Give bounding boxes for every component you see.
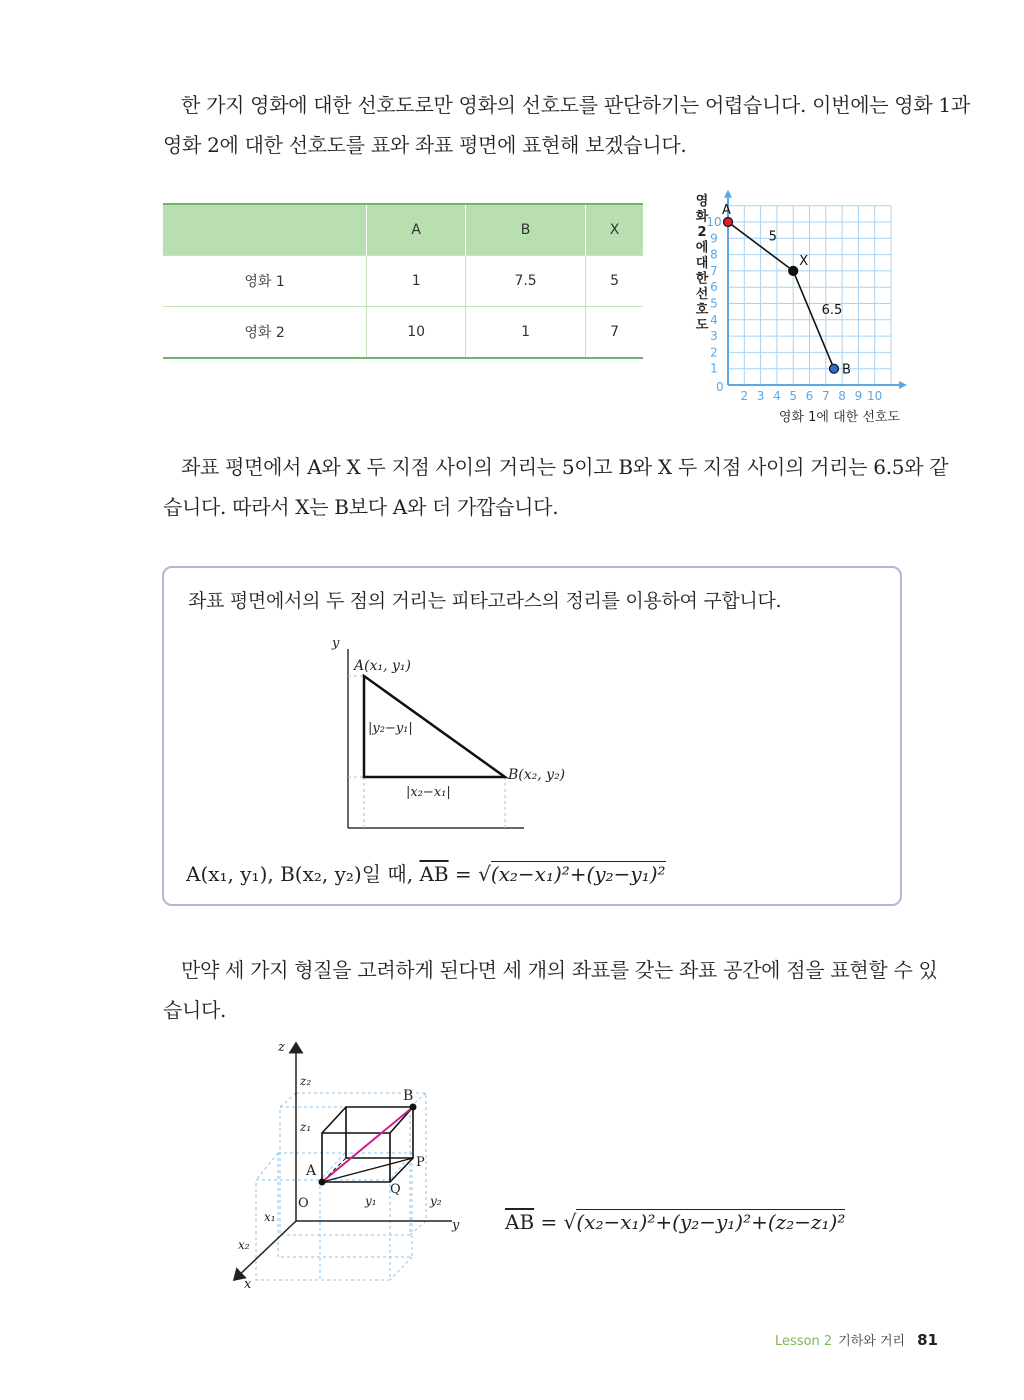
point-a-label: A(x₁, y₁) <box>354 658 411 674</box>
point-label: X <box>799 253 809 269</box>
chart-marks <box>722 203 851 378</box>
sqrt-symbol: √ <box>563 1210 577 1234</box>
space-formula-ab: $\overline{AB}$ <box>505 1210 535 1234</box>
distance-diagram <box>324 633 584 833</box>
table-cell: 10 <box>367 307 466 359</box>
info-box <box>162 566 902 906</box>
point-b-label: B(x₂, y₂) <box>508 767 566 783</box>
x-label: x <box>244 1277 252 1292</box>
y1-label: y₁ <box>365 1194 377 1208</box>
formula-eq: = <box>448 862 479 886</box>
q-label: Q <box>390 1182 401 1197</box>
info-box-title: 좌표 평면에서의 두 점의 거리는 피타고라스의 정리를 이용하여 구합니다. <box>188 590 782 612</box>
space-formula-eq: = <box>534 1210 564 1234</box>
footer-section: 기하와 거리 <box>838 1334 906 1349</box>
x-tick-label: 10 <box>867 389 883 403</box>
y-tick-label: 2 <box>710 345 718 360</box>
coordinate-space-diagram <box>220 1035 490 1295</box>
x2-label: x₂ <box>238 1238 250 1252</box>
point-a <box>319 1179 326 1186</box>
y-tick-label: 4 <box>710 312 718 327</box>
a-label: A <box>306 1163 317 1179</box>
x-tick-label: 8 <box>838 389 846 403</box>
table-row <box>163 256 643 307</box>
formula-prefix: A(x₁, y₁), B(x₂, y₂)일 때, <box>186 862 420 886</box>
data-point <box>789 266 798 275</box>
x-tick-label: 5 <box>789 389 798 403</box>
p-label: P <box>416 1155 425 1170</box>
y-tick-label: 7 <box>710 263 718 278</box>
x-axis-arrow <box>899 381 907 389</box>
sqrt-symbol: √ <box>478 862 491 886</box>
x-axis-label: 영화 1에 대한 선호도 <box>778 410 900 425</box>
y-tick-label: 10 <box>706 215 722 229</box>
table-cell: 영화 1 <box>163 256 367 307</box>
z2-label: z₂ <box>300 1074 312 1088</box>
table-cell: 7 <box>586 307 643 359</box>
z-label: z <box>278 1040 285 1055</box>
distance-line-1: 좌표 평면에서 A와 X 두 지점 사이의 거리는 5이고 B와 X 두 지점 사이의 거리는 6.5와 같 <box>181 455 949 479</box>
intro-line-1: 한 가지 영화에 대한 선호도로만 영화의 선호도를 판단하기는 어렵습니다. 이번에는 영화 1과 <box>181 93 970 117</box>
data-point <box>724 218 733 227</box>
point-label: B <box>841 362 851 378</box>
space-line-1: 만약 세 가지 형질을 고려하게 된다면 세 개의 좌표를 갖는 좌표 공간에 점을 표현할 수 있 <box>181 958 938 982</box>
data-point <box>829 364 838 373</box>
distance-paragraph <box>163 447 949 527</box>
dy-label: |y₂−y₁| <box>368 721 413 736</box>
table-header-a: A <box>367 204 466 256</box>
y-axis-label: 영 화 2 에 대 한 선 호 도 <box>695 194 709 333</box>
b-label: B <box>403 1088 414 1104</box>
space-paragraph <box>163 950 938 1030</box>
z1-label: z₁ <box>300 1120 312 1134</box>
y-tick-label: 8 <box>710 247 718 262</box>
x-tick-label: 6 <box>805 389 814 403</box>
x-tick-label: 4 <box>773 389 781 403</box>
intro-line-2: 영화 2에 대한 선호도를 표와 좌표 평면에 표현해 보겠습니다. <box>163 133 687 157</box>
table-header-x: X <box>586 204 643 256</box>
space-line-2: 습니다. <box>163 998 227 1022</box>
distance-line-2: 습니다. 따라서 X는 B보다 A와 더 가깝습니다. <box>163 495 559 519</box>
segment-label: 6.5 <box>821 302 843 318</box>
y2-label: y₂ <box>430 1194 442 1208</box>
table-cell: 1 <box>466 307 586 359</box>
y-tick-label: 9 <box>710 231 718 246</box>
y-axis-arrow <box>724 190 732 198</box>
preference-table <box>163 203 643 359</box>
chart-grid <box>728 206 891 385</box>
distance-formula <box>186 858 666 887</box>
page-number: 81 <box>917 1331 938 1349</box>
origin-label: 0 <box>716 380 724 394</box>
space-formula <box>505 1210 845 1234</box>
table-cell: 7.5 <box>466 256 586 307</box>
point-label: A <box>722 203 731 218</box>
formula-ab: $\overline{AB}$ <box>419 862 449 886</box>
x-tick-label: 9 <box>854 389 863 403</box>
table-row <box>163 307 643 359</box>
table-cell: 1 <box>367 256 466 307</box>
y-label: y <box>452 1218 460 1233</box>
table-cell: 5 <box>586 256 643 307</box>
x-tick-label: 3 <box>756 389 765 403</box>
segment-label: 5 <box>768 229 777 245</box>
y-tick-label: 5 <box>710 296 718 311</box>
page-footer <box>775 1330 938 1349</box>
origin-label: O <box>298 1196 309 1211</box>
y-tick-label: 3 <box>710 329 718 344</box>
y-tick-label: 6 <box>710 280 718 295</box>
footer-lesson: Lesson 2 <box>775 1334 833 1349</box>
intro-paragraph <box>163 85 970 165</box>
x-tick-label: 7 <box>821 389 830 403</box>
x1-label: x₁ <box>264 1210 276 1224</box>
y-tick-label: 1 <box>710 361 718 376</box>
y-axis-letter: y <box>332 636 340 651</box>
preference-chart <box>680 185 920 435</box>
table-header-b: B <box>466 204 586 256</box>
space-formula-root: (x₂−x₁)²+(y₂−y₁)²+(z₂−z₁)² <box>576 1210 846 1234</box>
table-cell: 영화 2 <box>163 307 367 359</box>
dx-label: |x₂−x₁| <box>406 785 451 800</box>
table-header-empty <box>163 204 367 256</box>
formula-root: (x₂−x₁)²+(y₂−y₁)² <box>490 862 666 886</box>
x-tick-label: 2 <box>740 389 749 403</box>
point-b <box>410 1104 417 1111</box>
